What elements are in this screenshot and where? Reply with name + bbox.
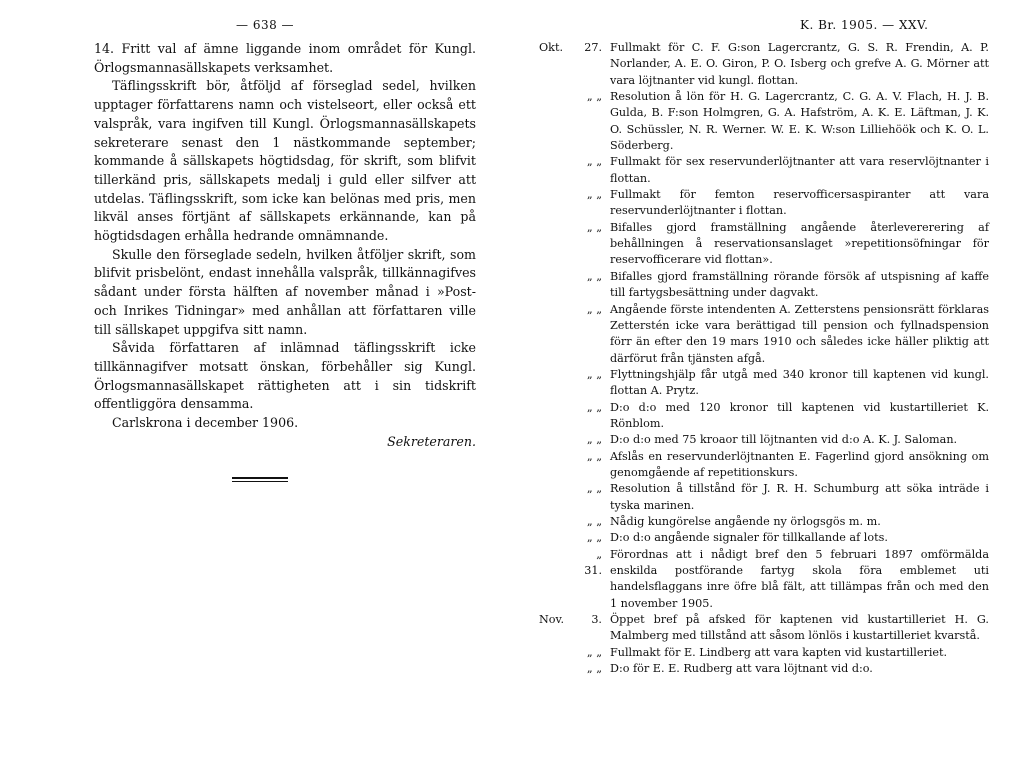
running-header: K. Br. 1905. — XXV. xyxy=(800,18,929,32)
entry-day: „ „ xyxy=(586,220,602,234)
entry-text: Bifalles gjord framställning angående återlevererering af behållningen å reservationsanslaget »repetitionsöfningar för reservofficerare vid flottan». xyxy=(610,220,989,267)
register-entry xyxy=(539,530,989,546)
entry-day: „ „ xyxy=(586,482,602,496)
entry-day: „ „ xyxy=(586,155,602,169)
entry-text: Öppet bref på afsked för kaptenen vid kustartilleriet H. G. Malmberg med tillstånd att såsom lönlös i kustartilleriet kvarstå. xyxy=(610,613,989,643)
entry-month xyxy=(539,530,581,546)
entry-text: Nådig kungörelse angående ny örlogsgös m. m. xyxy=(610,514,881,528)
entry-month xyxy=(539,89,581,154)
entry-month xyxy=(539,269,581,302)
right-page xyxy=(512,0,1024,766)
entry-text: Bifalles gjord framställning rörande försök af utspisning af kaffe till fartygsbesättning under dagvakt. xyxy=(610,269,989,300)
register-entry xyxy=(539,400,989,433)
register-entry xyxy=(539,367,989,400)
entry-month xyxy=(539,481,581,514)
entry-month xyxy=(539,302,581,367)
entry-month xyxy=(539,645,581,661)
left-page-body xyxy=(94,40,476,451)
entry-text: D:o d:o med 120 kronor till kaptenen vid kustartilleriet K. Rönblom. xyxy=(610,400,989,430)
entry-text: Resolution å tillstånd för J. R. H. Schumburg att söka inträde i tyska marinen. xyxy=(610,482,989,512)
entry-day: „ „ xyxy=(586,367,602,381)
entry-month xyxy=(539,400,581,433)
entry-day: „ „ xyxy=(586,188,602,202)
register-entry xyxy=(539,514,989,530)
entry-text: Resolution å lön för H. G. Lagercrantz, C. G. A. V. Flach, H. J. B. Gulda, B. F:son Holmgren, G. A. Hafström, A. K. E. Läftman, J. K. O. Schüssler, N. R. Werner. W. E. K. W:son Lilliehöök och K. O. L. Söderberg. xyxy=(610,90,989,153)
paragraph-submission: Täflingsskrift bör, åtföljd af förseglad sedel, hvilken upptager författarens namn och vistelseort, eller också ett valspråk, vara ingifven till Kungl. Örlogsmannasällskapets sekreterare senast den 1 nästkommande september; kommande å sällskapets högtidsdag, för skrift, som blifvit tillerkänd pris, sällskapets medalj i guld eller silfver att utdelas. Täflingsskrift, som icke kan belönas med pris, men likväl anses förtjänt af sällskapets erkännande, kan på högtidsdagen erhålla hedrande omnämnande. xyxy=(94,78,476,244)
entry-day: 3. xyxy=(591,613,602,627)
entry-text: Fullmakt för C. F. G:son Lagercrantz, G. S. R. Frendin, A. P. Norlander, A. E. O. Giron, P. O. Isberg och grefve A. G. Mörner att vara löjtnanter vid kungl. flottan. xyxy=(610,41,989,87)
closing-rule-thin xyxy=(232,481,288,482)
entry-day: „ 31. xyxy=(584,547,602,577)
entry-text: D:o d:o med 75 kroaor till löjtnanten vid d:o A. K. J. Saloman. xyxy=(610,433,958,447)
entry-text: Fullmakt för femton reservofficersaspiranter att vara reservunderlöjtnanter i flottan. xyxy=(610,188,989,218)
entry-text: Fullmakt för sex reservunderlöjtnanter att vara reservlöjtnanter i flottan. xyxy=(610,155,989,185)
paragraph-sealed-note: Skulle den förseglade sedeln, hvilken åtföljer skrift, som blifvit prisbelönt, endast innehålla valspråk, tillkännagifves sådant under första hälften af november månad i »Post- och Inrikes Tidningar» med anhållan att författaren ville till sällskapet uppgifva sitt namn. xyxy=(94,246,476,337)
register-entry xyxy=(539,612,989,645)
register-entry xyxy=(539,547,989,612)
entry-month xyxy=(539,220,581,269)
entry-month xyxy=(539,432,581,448)
entry-text: Angående förste intendenten A. Zetterstens pensionsrätt förklaras Zetterstén icke vara berättigad till pension och fyllnadspension förr än efter den 19 mars 1910 och således icke häller pliktig att därförut från tjänsten afgå. xyxy=(610,302,989,365)
register-entry xyxy=(539,302,989,367)
entry-month xyxy=(539,154,581,187)
entry-month xyxy=(539,514,581,530)
register-entry xyxy=(539,220,989,269)
entry-text: D:o för E. E. Rudberg att vara löjtnant vid d:o. xyxy=(610,662,873,676)
entry-day: „ „ xyxy=(586,514,602,528)
entry-text: Afslås en reservunderlöjtnanten E. Fagerlind gjord ansökning om genomgående af repetitionskurs. xyxy=(610,449,989,479)
register-entry xyxy=(539,187,989,220)
entry-day: „ „ xyxy=(586,531,602,545)
entry-text: Förordnas att i nådigt bref den 5 februari 1897 omförmälda enskilda postförande fartyg skola föra emblemet uti handelsflaggans inre öfre blå fält, att tillämpas från och med den 1 november 1905. xyxy=(610,547,989,610)
entry-day: „ „ xyxy=(586,433,602,447)
entry-day: „ „ xyxy=(586,449,602,463)
paragraph-publication-right: Såvida författaren af inlämnad täflingsskrift icke tillkännagifver motsatt önskan, förbehåller sig Kungl. Örlogsmannasällskapet rättigheten att i sin tidskrift offentliggöra densamma. xyxy=(94,340,476,412)
place-and-date: Carlskrona i december 1906. xyxy=(112,415,299,431)
register-entry xyxy=(539,481,989,514)
paragraph-item-14: 14. Fritt val af ämne liggande inom området för Kungl. Örlogsmannasällskapets verksamhet. xyxy=(94,41,476,75)
closing-rule xyxy=(232,477,288,479)
entry-day: „ „ xyxy=(586,645,602,659)
register-entry xyxy=(539,661,989,677)
entry-month xyxy=(539,449,581,482)
register-entry xyxy=(539,449,989,482)
entry-month xyxy=(539,187,581,220)
entry-month xyxy=(539,367,581,400)
entry-day: 27. xyxy=(584,41,602,54)
entry-month xyxy=(539,547,581,612)
entry-text: Fullmakt för E. Lindberg att vara kapten vid kustartilleriet. xyxy=(610,645,948,659)
register-entry xyxy=(539,154,989,187)
register-entry xyxy=(539,40,989,89)
entry-month: Nov. xyxy=(539,613,565,627)
entry-text: D:o d:o angående signaler för tillkallande af lots. xyxy=(610,531,888,545)
entry-day: „ „ xyxy=(586,90,602,104)
register-entry xyxy=(539,432,989,448)
page-number: — 638 — xyxy=(236,18,295,32)
entry-month: Okt. xyxy=(539,41,564,54)
register-entry xyxy=(539,269,989,302)
register-entry xyxy=(539,645,989,661)
entry-month xyxy=(539,661,581,677)
register-entry xyxy=(539,89,989,154)
entry-day: „ „ xyxy=(586,662,602,676)
entry-day: „ „ xyxy=(586,302,602,316)
entry-text: Flyttningshjälp får utgå med 340 kronor till kaptenen vid kungl. flottan A. Prytz. xyxy=(610,367,989,398)
entry-day: „ „ xyxy=(586,269,602,283)
register-entries xyxy=(539,40,989,677)
entry-day: „ „ xyxy=(586,400,602,414)
signature: Sekreteraren. xyxy=(387,433,476,449)
